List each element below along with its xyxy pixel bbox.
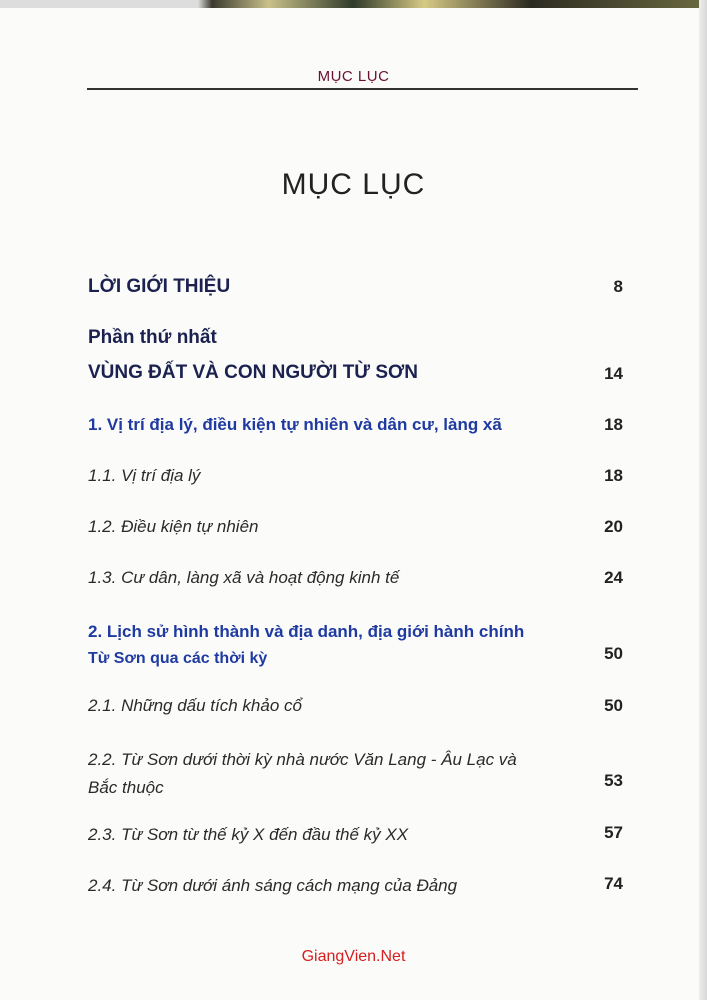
toc-section: 1. Vị trí địa lý, điều kiện tự nhiên và dân cư, làng xã — [88, 415, 502, 434]
toc-subsection: 2.4. Từ Sơn dưới ánh sáng cách mạng của Đảng — [88, 876, 458, 895]
toc-page: 53 — [604, 771, 623, 790]
toc-subsection: 1.2. Điều kiện tự nhiên — [88, 517, 259, 536]
toc-page: 24 — [604, 568, 623, 587]
toc-part-title: VÙNG ĐẤT VÀ CON NGƯỜI TỪ SƠN — [88, 362, 418, 383]
toc-entry-intro: LỜI GIỚI THIỆU — [88, 276, 231, 297]
page-title: MỤC LỤC — [281, 168, 426, 201]
toc-page: 8 — [613, 277, 623, 296]
photo-edge — [0, 0, 707, 8]
toc-subsection: 2.2. Từ Sơn dưới thời kỳ nhà nước Văn Lang - Âu Lạc và — [88, 750, 517, 769]
running-header: MỤC LỤC — [317, 68, 390, 85]
toc-page: 57 — [604, 823, 623, 842]
toc-part-label: Phần thứ nhất — [88, 327, 217, 348]
toc-page: 18 — [604, 415, 623, 434]
toc-subsection: 2.1. Những dấu tích khảo cổ — [88, 696, 302, 715]
toc-page: 50 — [604, 644, 623, 663]
page-edge — [699, 0, 707, 1000]
header-rule — [87, 88, 638, 90]
toc-page: 20 — [604, 517, 623, 536]
toc-page: 14 — [604, 364, 623, 383]
toc-page: 74 — [604, 874, 623, 893]
toc-subsection-cont: Bắc thuộc — [88, 778, 164, 797]
toc-subsection: 2.3. Từ Sơn từ thế kỷ X đến đầu thế kỷ XX — [88, 825, 409, 844]
watermark: GiangVien.Net — [301, 948, 406, 965]
toc-subsection: 1.3. Cư dân, làng xã và hoạt động kinh tế — [88, 568, 400, 587]
toc-page: 50 — [604, 696, 623, 715]
toc-subsection: 1.1. Vị trí địa lý — [88, 466, 201, 485]
toc-section: 2. Lịch sử hình thành và địa danh, địa giới hành chính — [88, 622, 525, 641]
toc-section-cont: Từ Sơn qua các thời kỳ — [88, 650, 268, 667]
toc-page: 18 — [604, 466, 623, 485]
